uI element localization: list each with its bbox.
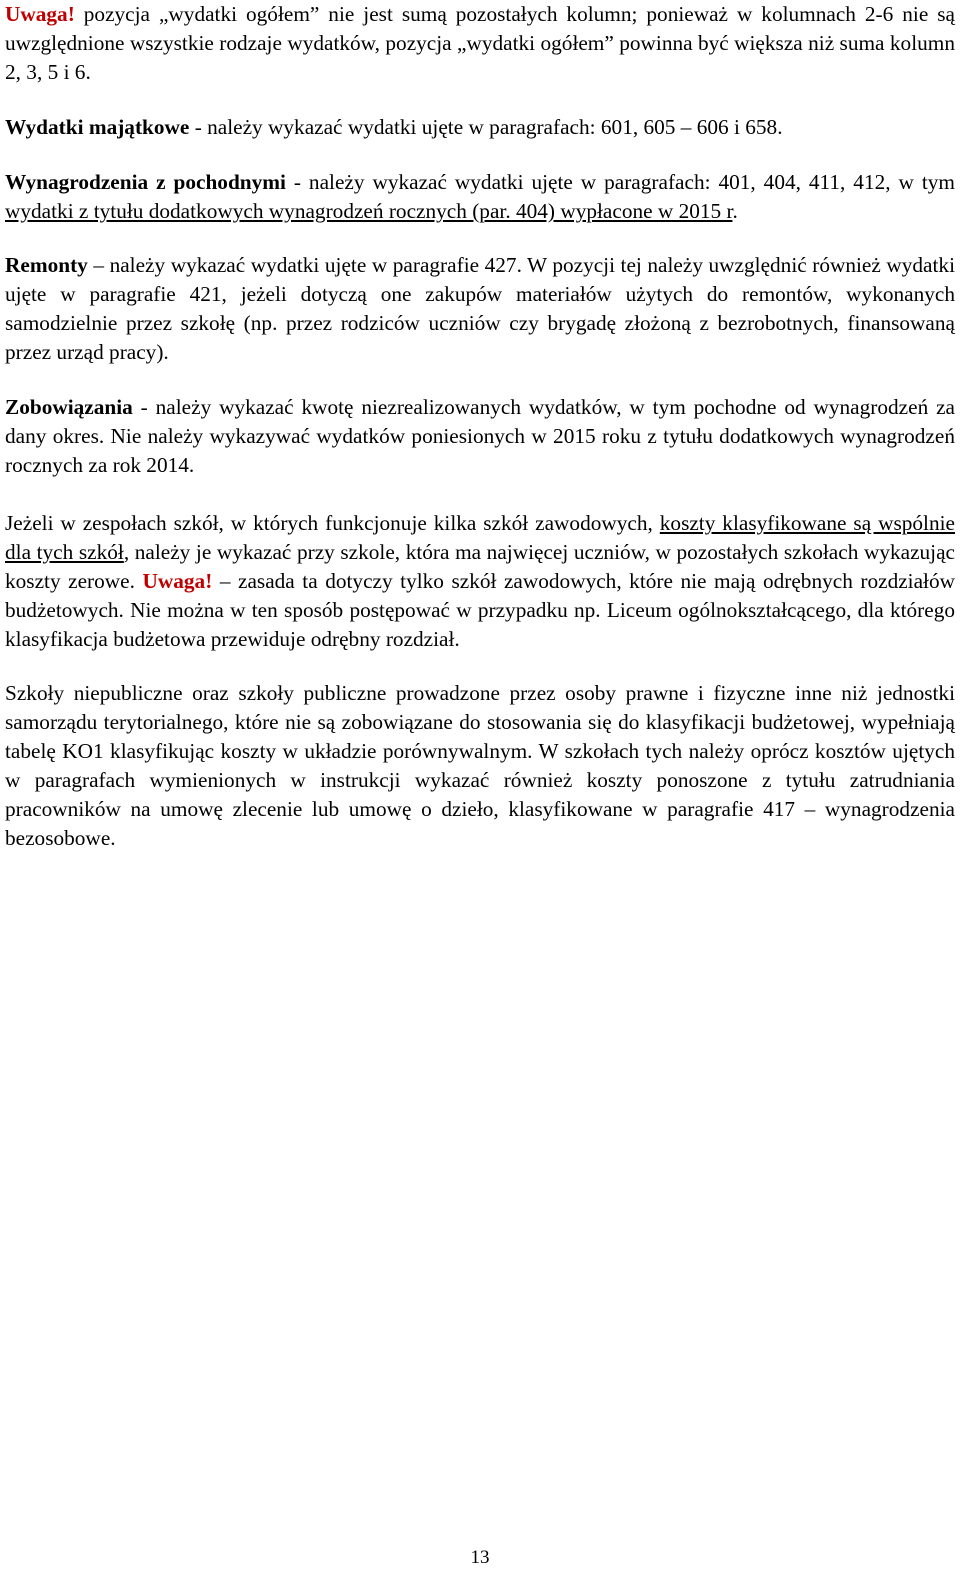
term-liabilities: Zobowiązania [5,395,133,419]
paragraph-text: - należy wykazać wydatki ujęte w paragrafach: 401, 404, 411, 412, w tym [285,170,955,194]
paragraph-non-public-schools [5,679,955,853]
paragraph-text: - należy wykazać wydatki ujęte w paragrafach: 601, 605 – 606 i 658. [189,115,783,139]
paragraph-warning-total-expenses [5,0,955,87]
term-salaries: Wynagrodzenia z pochodnymi [5,170,286,194]
document-page [5,0,955,853]
paragraph-text: , należy je wykazać przy szkole, która ma najwięcej uczniów, w pozostałych szkołach wykazując koszty zerowe. [5,540,955,593]
term-capital-expenses: Wydatki majątkowe [5,115,190,139]
paragraph-text: . [732,199,738,223]
paragraph-text: Szkoły niepubliczne oraz szkoły publiczne prowadzone przez osoby prawne i fizyczne inne niż jednostki samorządu terytorialnego, które nie są zobowiązane do stosowania się do klasyfikacji budżetowej, wypełniają tabelę KO1 klasyfikując koszty w układzie porównywalnym. W szkołach tych należy oprócz kosztów ujętych w paragrafach wymienionych w instrukcji wykazać również koszty ponoszone z tytułu zatrudniania pracowników na umowę zlecenie lub umowę o dzieło, klasyfikowane w paragrafie 417 – wynagrodzenia bezosobowe. [5,681,955,850]
page-number: 13 [470,1547,490,1568]
underlined-text: koszty klasyfikowane są wspólnie dla tych szkół [5,511,955,564]
term-repairs: Remonty [5,253,88,277]
paragraph-text: Jeżeli w zespołach szkół, w których funkcjonuje kilka szkół zawodowych, [5,511,660,535]
paragraph-repairs [5,251,955,367]
paragraph-salaries [5,168,955,226]
underlined-text: wydatki z tytułu dodatkowych wynagrodzeń rocznych (par. 404) wypłacone w 2015 r [5,199,733,223]
paragraph-text: – należy wykazać wydatki ujęte w paragrafie 427. W pozycji tej należy uwzględnić również wydatki ujęte w paragrafie 421, jeżeli dotyczą one zakupów materiałów użytych do remontów, wykonanych samodzielnie przez szkołę (np. przez rodziców uczniów czy brygadę złożoną z bezrobotnych, finansowaną przez urząd pracy). [5,253,955,364]
paragraph-school-complexes [5,509,955,654]
paragraph-liabilities [5,393,955,480]
paragraph-text: – zasada ta dotyczy tylko szkół zawodowych, które nie mają odrębnych rozdziałów budżetowych. Nie można w ten sposób postępować w przypadku np. Liceum ogólnokształcącego, dla którego klasyfikacja budżetowa przewiduje odrębny rozdział. [5,569,955,651]
warning-label: Uwaga! [142,569,213,593]
paragraph-capital-expenses [5,113,955,142]
paragraph-text: pozycja „wydatki ogółem” nie jest sumą pozostałych kolumn; ponieważ w kolumnach 2-6 nie są uwzględnione wszystkie rodzaje wydatków, pozycja „wydatki ogółem” powinna być większa niż suma kolumn 2, 3, 5 i 6. [5,2,955,84]
warning-label: Uwaga! [5,2,75,26]
paragraph-text: - należy wykazać kwotę niezrealizowanych wydatków, w tym pochodne od wynagrodzeń za dany okres. Nie należy wykazywać wydatków poniesionych w 2015 roku z tytułu dodatkowych wynagrodzeń rocznych za rok 2014. [5,395,955,477]
